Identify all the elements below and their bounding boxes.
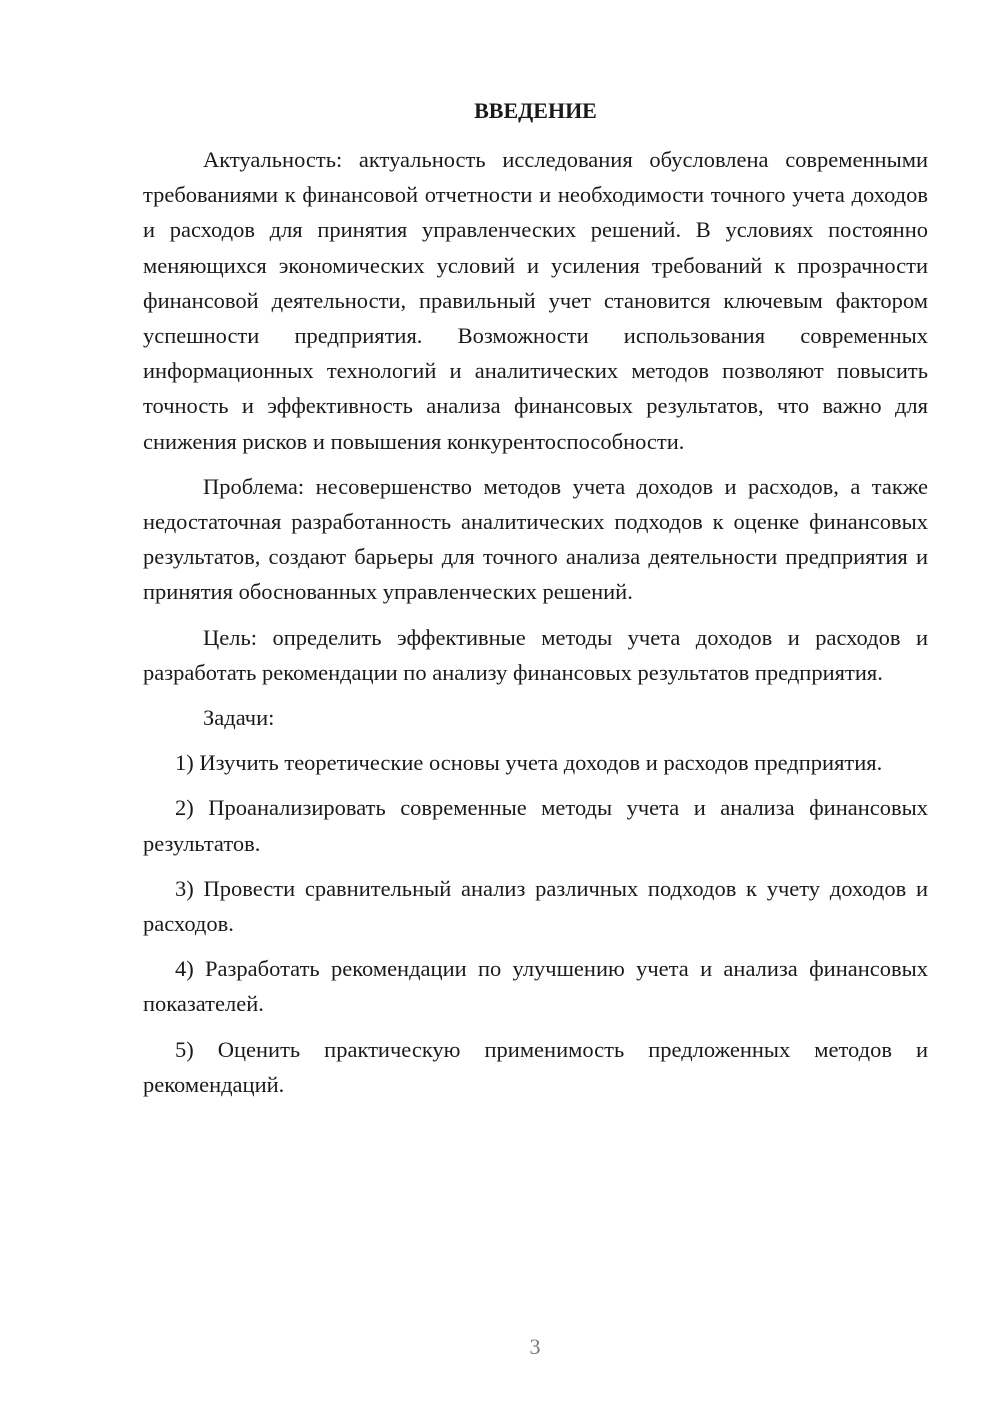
tasks-label: Задачи:	[203, 705, 275, 731]
tasks-list	[143, 745, 928, 1102]
list-item: 1) Изучить теоретические основы учета доходов и расходов предприятия.	[175, 750, 883, 776]
relevance-paragraph: Актуальность: актуальность исследования обусловлена современными требованиями к финансовой отчетности и необходимости точного учета доходов и расходов для принятия управленческих решений. В условиях постоянно меняющихся экономических условий и усиления требований к прозрачности финансовой деятельности, правильный учет становится ключевым фактором успешности предприятия. Возможности использования современных информационных технологий и аналитических методов позволяют повысить точность и эффективность анализа финансовых результатов, что важно для снижения рисков и повышения конкурентоспособности.	[143, 147, 928, 454]
page-number: 3	[529, 1334, 541, 1359]
list-item: 4) Разработать рекомендации по улучшению учета и анализа финансовых показателей.	[143, 956, 928, 1017]
problem-paragraph: Проблема: несовершенство методов учета доходов и расходов, а также недостаточная разработанность аналитических подходов к оценке финансовых результатов, создают барьеры для точного анализа деятельности предприятия и принятия обоснованных управленческих решений.	[143, 473, 928, 605]
document-body	[143, 142, 928, 1112]
list-item: 5) Оценить практическую применимость предложенных методов и рекомендаций.	[143, 1036, 928, 1097]
page-title: ВВЕДЕНИЕ	[474, 98, 597, 123]
list-item: 3) Провести сравнительный анализ различных подходов к учету доходов и расходов.	[143, 875, 928, 937]
goal-paragraph: Цель: определить эффективные методы учета доходов и расходов и разработать рекомендации по анализу финансовых результатов предприятия.	[143, 624, 928, 685]
list-item: 2) Проанализировать современные методы учета и анализа финансовых результатов.	[143, 795, 928, 856]
